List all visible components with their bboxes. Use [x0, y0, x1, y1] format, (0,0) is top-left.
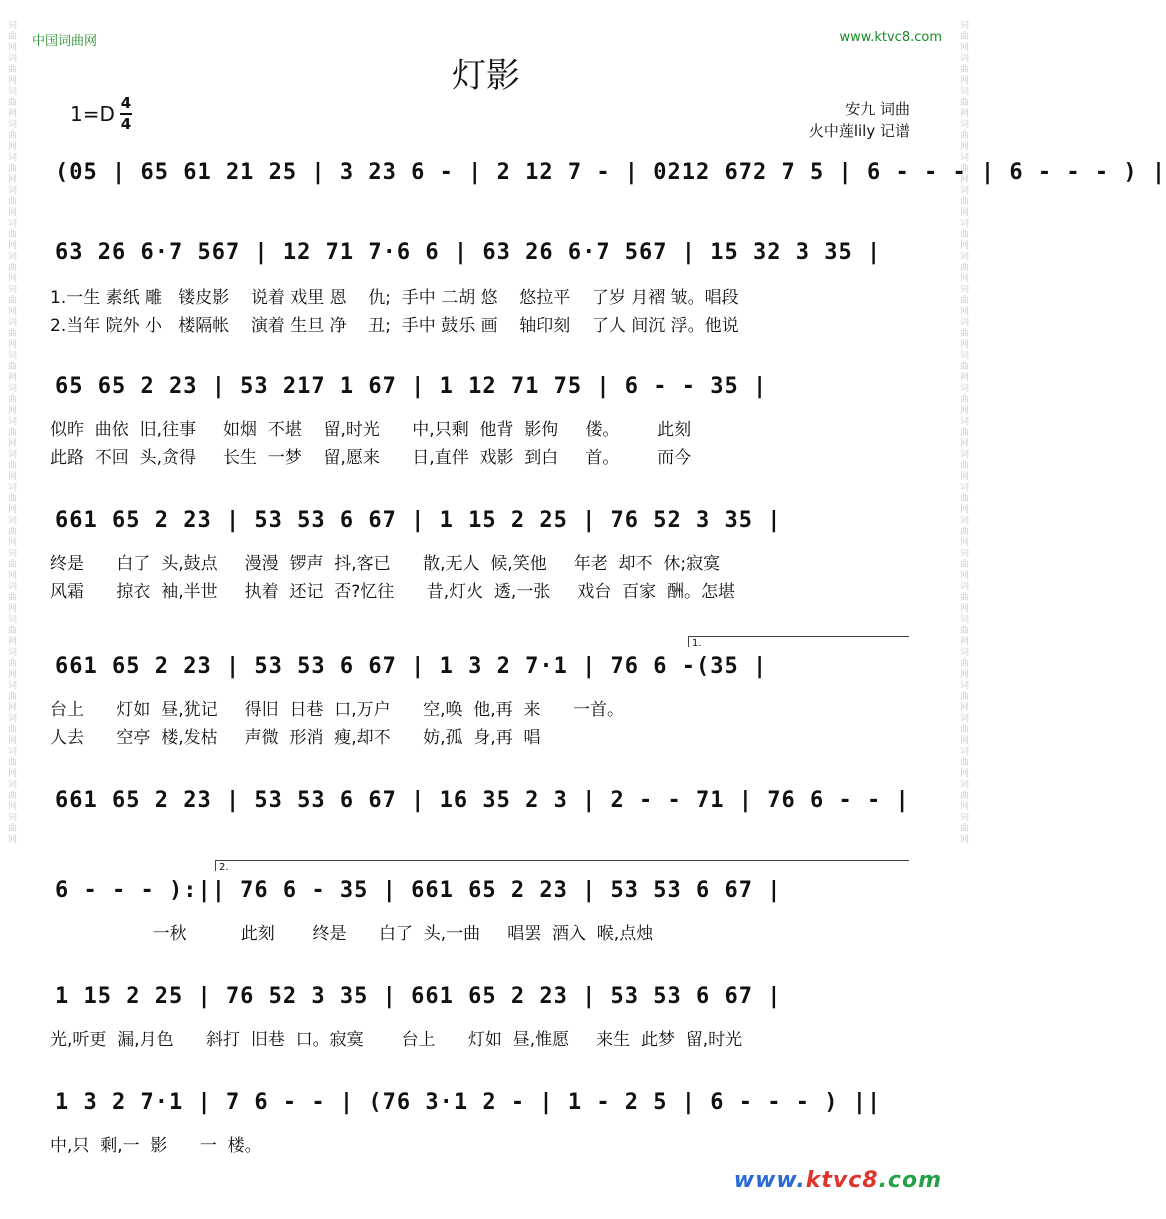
volta-second-ending: 2. — [215, 860, 909, 871]
score-row-9-notes: 1 3 2 7·1 | 7 6 - - | (76 3·1 2 - | 1 - 2 5 | 6 - - - ) || — [55, 1090, 882, 1115]
score-row-6-notes: 661 65 2 23 | 53 53 6 67 | 16 35 2 3 | 2 - - 71 | 76 6 - - | — [55, 788, 910, 813]
watermark-left: 词曲网词曲网词曲网词曲网词曲网词曲网词曲网词曲网词曲网词曲网词曲网词曲网词曲网词曲网词曲网词曲网词曲网词曲网词曲网词曲网词曲网词曲网词曲网词曲网词曲网 — [6, 20, 16, 845]
score-row-3-lyrics-1: 似昨 曲依 旧,往事 如烟 不堪 留,时光 中,只剩 他背 影佝 偻。 此刻 — [50, 420, 692, 440]
footer-logo-part-a: www. — [733, 1168, 806, 1193]
score-row-7-lyrics-1: 一秋 此刻 终是 白了 头,一曲 唱罢 酒入 喉,点烛 — [50, 924, 654, 944]
score-row-5-lyrics-2: 人去 空亭 楼,发枯 声微 形消 瘦,却不 妨,孤 身,再 唱 — [50, 728, 541, 748]
key-signature: 1=D — [70, 102, 115, 126]
score-row-2-lyrics-2: 2.当年 院外 小 楼隔帐 演着 生旦 净 丑; 手中 鼓乐 画 轴印刻 了人 间沉 浮。他说 — [50, 316, 739, 336]
score-row-5-notes: 661 65 2 23 | 53 53 6 67 | 1 3 2 7·1 | 76 6 -(35 | — [55, 654, 768, 679]
score-row-4-lyrics-1: 终是 白了 头,鼓点 漫漫 锣声 抖,客已 散,无人 候,笑他 年老 却不 休;寂寞 — [50, 554, 721, 574]
score-row-2-lyrics-1: 1.一生 素纸 雕 镂皮影 说着 戏里 恩 仇; 手中 二胡 悠 悠拉平 了岁 月褶 皱。唱段 — [50, 288, 739, 308]
site-name-link[interactable]: 中国词曲网 — [32, 34, 98, 49]
score-row-3-lyrics-2: 此路 不回 头,贪得 长生 一梦 留,愿来 日,直伴 戏影 到白 首。 而今 — [50, 448, 692, 468]
score-row-7-notes: 6 - - - ):|| 76 6 - 35 | 661 65 2 23 | 53 53 6 67 | — [55, 878, 782, 903]
site-url-link[interactable]: www.ktvc8.com — [839, 30, 942, 45]
score-row-2-notes: 63 26 6·7 567 | 12 71 7·6 6 | 63 26 6·7 567 | 15 32 3 35 | — [55, 240, 882, 265]
time-signature — [120, 95, 132, 133]
transcriber-credit: 火中莲lily 记谱 — [808, 122, 910, 140]
footer-site-logo[interactable] — [734, 1168, 942, 1193]
lyricist-credit: 安九 词曲 — [845, 100, 910, 118]
score-row-1-notes: (05 | 65 61 21 25 | 3 23 6 - | 2 12 7 - | 0212 672 7 5 | 6 - - - | 6 - - - ) | — [55, 160, 1166, 185]
time-signature-bottom: 4 — [120, 115, 132, 133]
score-row-8-lyrics-1: 光,听更 漏,月色 斜打 旧巷 口。寂寞 台上 灯如 昼,惟愿 来生 此梦 留,时光 — [50, 1030, 743, 1050]
score-row-4-notes: 661 65 2 23 | 53 53 6 67 | 1 15 2 25 | 76 52 3 35 | — [55, 508, 782, 533]
watermark-right: 词曲网词曲网词曲网词曲网词曲网词曲网词曲网词曲网词曲网词曲网词曲网词曲网词曲网词曲网词曲网词曲网词曲网词曲网词曲网词曲网词曲网词曲网词曲网词曲网词曲网 — [958, 20, 968, 845]
score-row-9-lyrics-1: 中,只 剩,一 影 一 楼。 — [50, 1136, 262, 1156]
score-row-5-lyrics-1: 台上 灯如 昼,犹记 得旧 日巷 口,万户 空,唤 他,再 来 一首。 — [50, 700, 624, 720]
footer-logo-part-b: ktvc8 — [805, 1168, 879, 1193]
time-signature-top: 4 — [120, 94, 132, 112]
score-row-8-notes: 1 15 2 25 | 76 52 3 35 | 661 65 2 23 | 53 53 6 67 | — [55, 984, 782, 1009]
score-row-3-notes: 65 65 2 23 | 53 217 1 67 | 1 12 71 75 | 6 - - 35 | — [55, 374, 768, 399]
volta-first-ending: 1. — [688, 636, 909, 647]
score-row-4-lyrics-2: 风霜 掠衣 袖,半世 执着 还记 否?忆往 昔,灯火 透,一张 戏台 百家 酬。怎堪 — [50, 582, 735, 602]
song-title: 灯影 — [452, 56, 520, 96]
footer-logo-part-c: .com — [878, 1168, 942, 1193]
